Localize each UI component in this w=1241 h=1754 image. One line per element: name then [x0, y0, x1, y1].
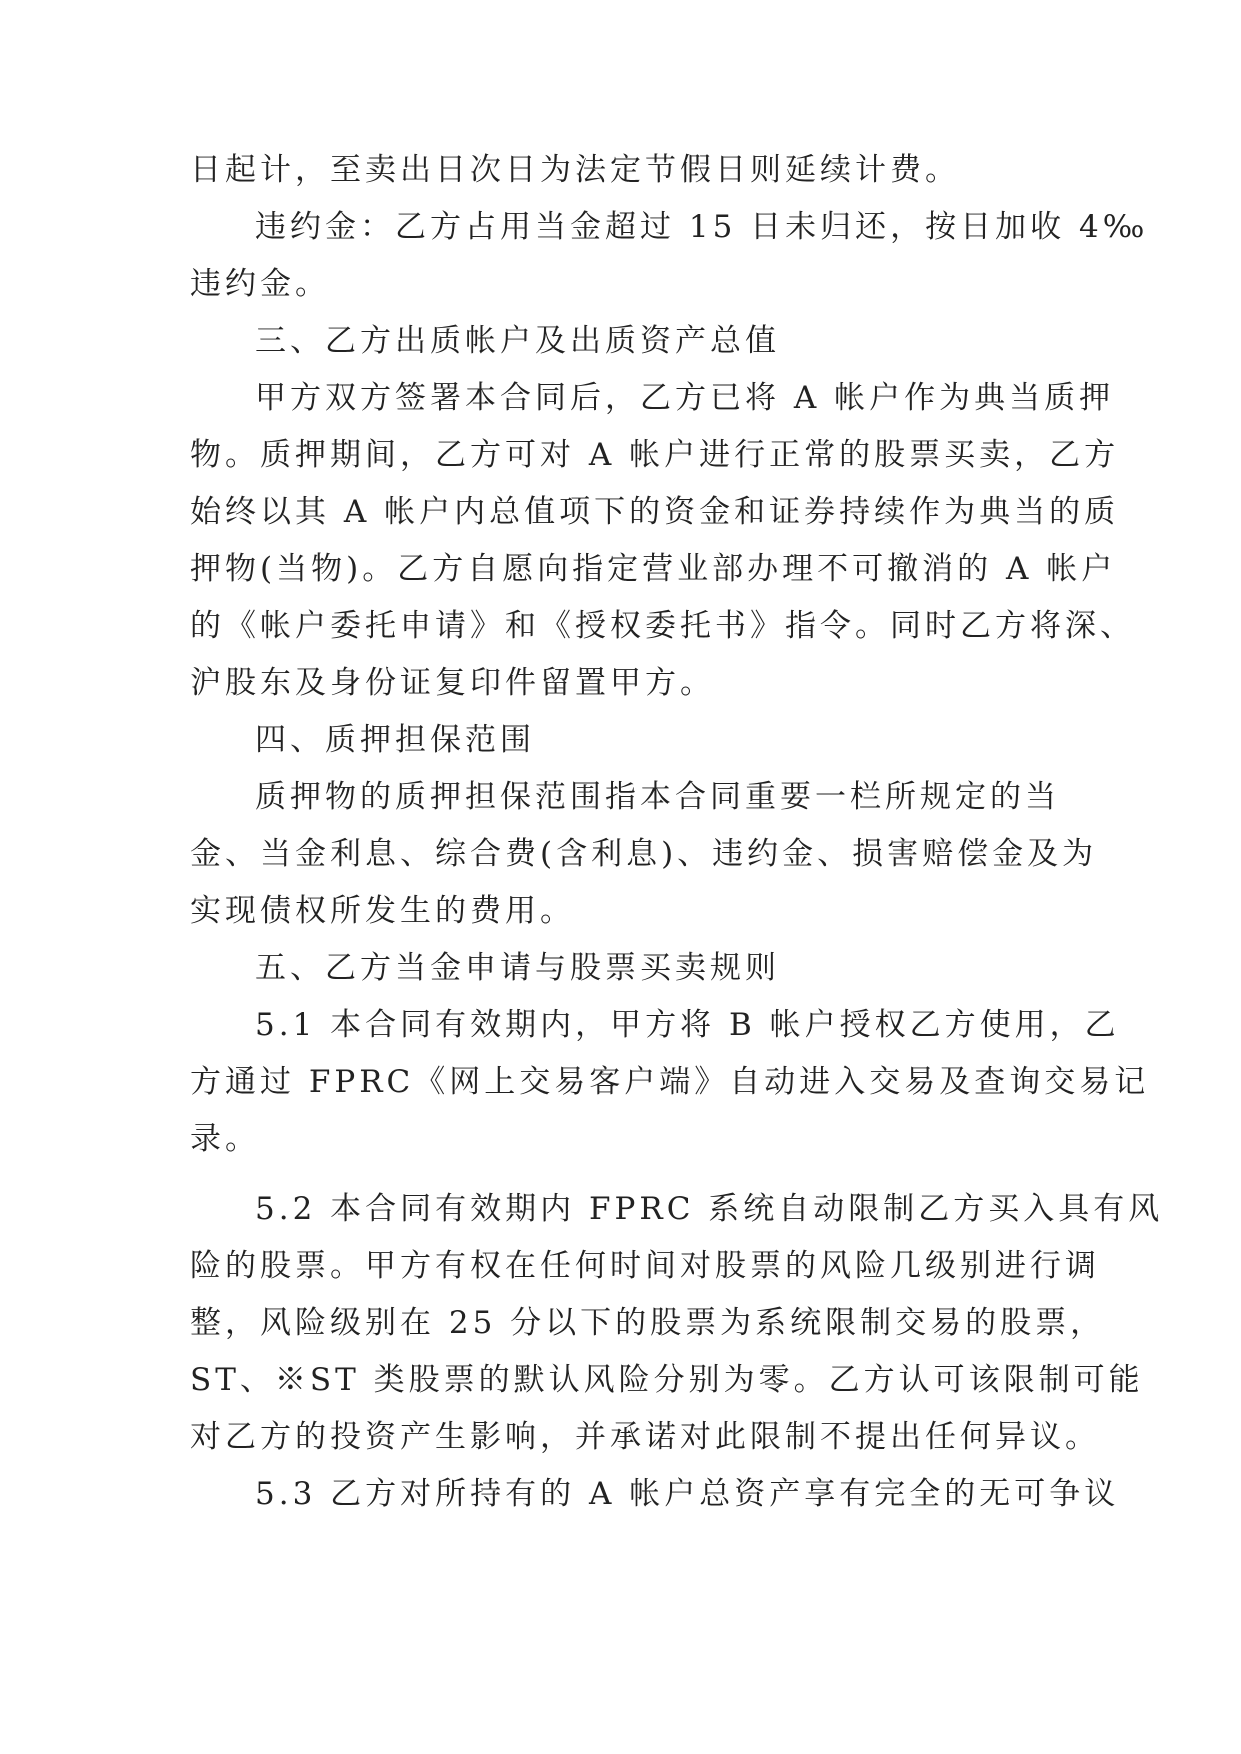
text-line: 整，风险级别在 25 分以下的股票为系统限制交易的股票，	[190, 1305, 1106, 1341]
text-line: 5.3 乙方对所持有的 A 帐户总资产享有完全的无可争议	[255, 1476, 1120, 1512]
text-line: 质押物的质押担保范围指本合同重要一栏所规定的当	[255, 779, 1060, 815]
section-heading: 四、质押担保范围	[255, 722, 535, 758]
text-line: 押物(当物)。乙方自愿向指定营业部办理不可撤消的 A 帐户	[190, 551, 1117, 587]
text-line: 对乙方的投资产生影响，并承诺对此限制不提出任何异议。	[190, 1419, 1100, 1455]
text-line: 的《帐户委托申请》和《授权委托书》指令。同时乙方将深、	[190, 608, 1135, 644]
text-line: 违约金。	[190, 266, 330, 302]
text-line: 实现债权所发生的费用。	[190, 893, 575, 929]
text-line: 违约金：乙方占用当金超过 15 日未归还，按日加收 4‰	[255, 209, 1149, 245]
text-line: 甲方双方签署本合同后，乙方已将 A 帐户作为典当质押	[255, 380, 1115, 416]
text-line: 方通过 FPRC《网上交易客户端》自动进入交易及查询交易记	[190, 1064, 1150, 1100]
text-line: 物。质押期间，乙方可对 A 帐户进行正常的股票买卖，乙方	[190, 437, 1120, 473]
section-heading: 三、乙方出质帐户及出质资产总值	[255, 323, 780, 359]
text-line: 沪股东及身份证复印件留置甲方。	[190, 665, 715, 701]
section-heading: 五、乙方当金申请与股票买卖规则	[255, 950, 780, 986]
text-line: ST、※ST 类股票的默认风险分别为零。乙方认可该限制可能	[190, 1362, 1144, 1398]
text-line: 录。	[190, 1121, 260, 1157]
text-line: 5.1 本合同有效期内，甲方将 B 帐户授权乙方使用，乙	[255, 1007, 1120, 1043]
text-line: 金、当金利息、综合费(含利息)、违约金、损害赔偿金及为	[190, 836, 1098, 872]
text-line: 始终以其 A 帐户内总值项下的资金和证券持续作为典当的质	[190, 494, 1120, 530]
text-line: 险的股票。甲方有权在任何时间对股票的风险几级别进行调	[190, 1248, 1100, 1284]
text-line: 5.2 本合同有效期内 FPRC 系统自动限制乙方买入具有风	[255, 1191, 1164, 1227]
text-line: 日起计，至卖出日次日为法定节假日则延续计费。	[190, 152, 960, 188]
